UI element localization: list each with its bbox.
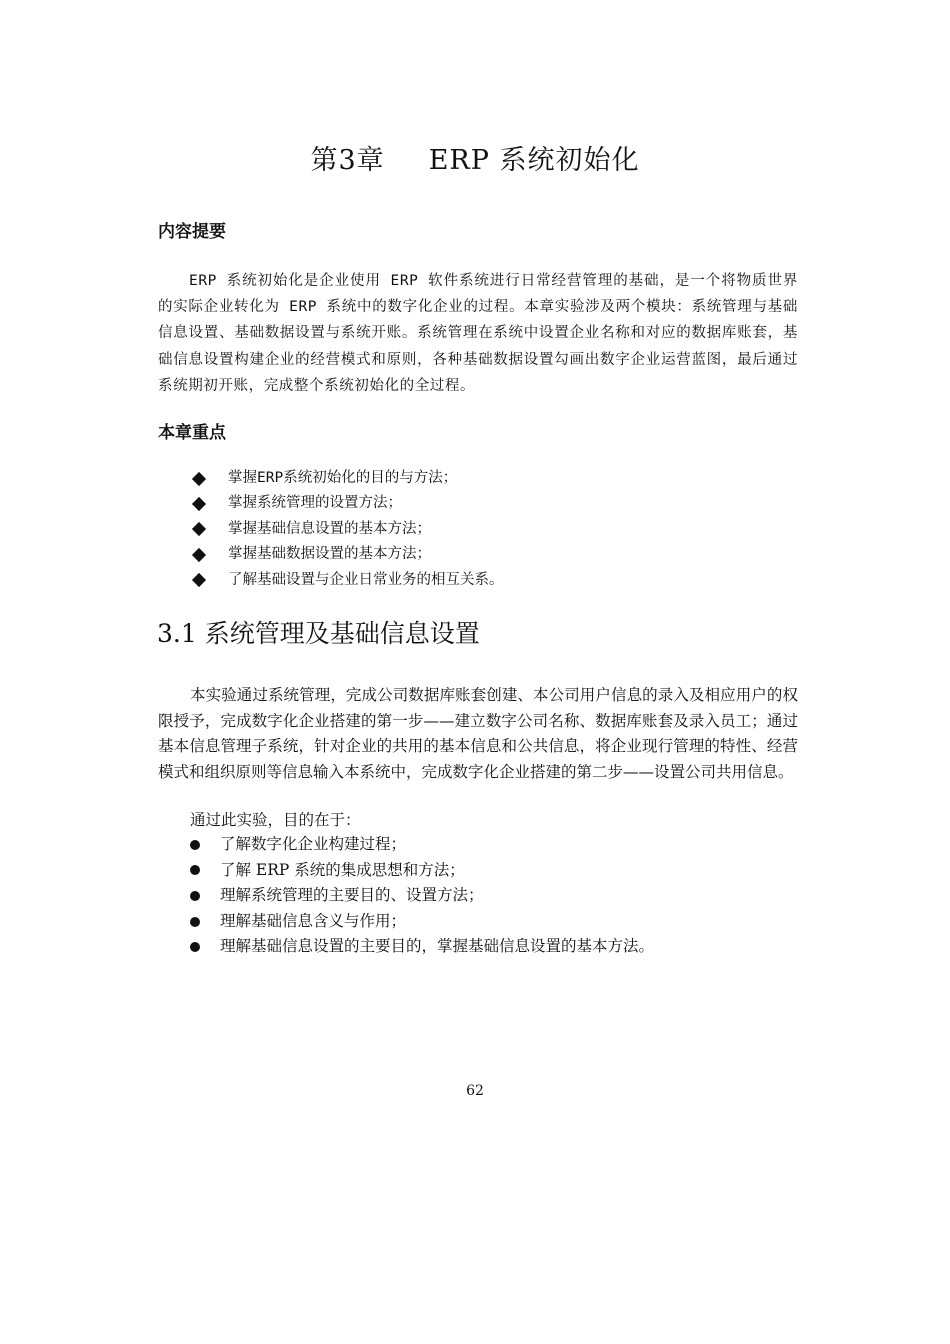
goals-list bbox=[188, 832, 654, 960]
list-item: 了解数字化企业构建过程； bbox=[188, 832, 654, 858]
bullet-icon bbox=[190, 891, 200, 901]
list-item: 掌握ERP系统初始化的目的与方法； bbox=[190, 466, 504, 491]
keypoints-heading: 本章重点 bbox=[158, 423, 226, 443]
diamond-bullet-icon bbox=[192, 573, 206, 587]
list-item: 了解基础设置与企业日常业务的相互关系。 bbox=[190, 568, 504, 593]
diamond-bullet-icon bbox=[192, 497, 206, 511]
chapter-number: 第3章 bbox=[310, 145, 385, 176]
purpose-intro: 通过此实验，目的在于： bbox=[190, 811, 361, 829]
list-item: 理解基础信息设置的主要目的，掌握基础信息设置的基本方法。 bbox=[188, 934, 654, 960]
keypoints-list bbox=[190, 466, 504, 593]
list-item: 理解系统管理的主要目的、设置方法； bbox=[188, 883, 654, 909]
diamond-bullet-icon bbox=[192, 522, 206, 536]
bullet-icon bbox=[190, 840, 200, 850]
chapter-title bbox=[0, 138, 950, 177]
list-item: 掌握基础信息设置的基本方法； bbox=[190, 517, 504, 542]
diamond-bullet-icon bbox=[192, 548, 206, 562]
summary-heading: 内容提要 bbox=[158, 222, 226, 242]
list-item: 掌握系统管理的设置方法； bbox=[190, 491, 504, 516]
list-item: 掌握基础数据设置的基本方法； bbox=[190, 542, 504, 567]
bullet-icon bbox=[190, 917, 200, 927]
list-item: 了解 ERP 系统的集成思想和方法； bbox=[188, 858, 654, 884]
section-title: 3.1 系统管理及基础信息设置 bbox=[157, 619, 480, 648]
chapter-name: ERP 系统初始化 bbox=[428, 145, 640, 176]
summary-paragraph: ERP 系统初始化是企业使用 ERP 软件系统进行日常经营管理的基础，是一个将物质世界的实际企业转化为 ERP 系统中的数字化企业的过程。本章实验涉及两个模块：系统管理与基础信息设置、基础数据设置与系统开账。系统管理在系统中设置企业名称和对应的数据库账套，基础信息设置构建企业的经营模式和原则，各种基础数据设置勾画出数字企业运营蓝图，最后通过系统期初开账，完成整个系统初始化的全过程。 bbox=[158, 273, 798, 394]
section-paragraph: 本实验通过系统管理，完成公司数据库账套创建、本公司用户信息的录入及相应用户的权限授予，完成数字化企业搭建的第一步——建立数字公司名称、数据库账套及录入员工；通过基本信息管理子系统，针对企业的共用的基本信息和公共信息，将企业现行管理的特性、经营模式和组织原则等信息输入本系统中，完成数字化企业搭建的第二步——设置公司共用信息。 bbox=[158, 686, 798, 781]
page-number: 62 bbox=[466, 1083, 484, 1099]
bullet-icon bbox=[190, 865, 200, 875]
bullet-icon bbox=[190, 942, 200, 952]
diamond-bullet-icon bbox=[192, 472, 206, 486]
list-item: 理解基础信息含义与作用； bbox=[188, 909, 654, 935]
